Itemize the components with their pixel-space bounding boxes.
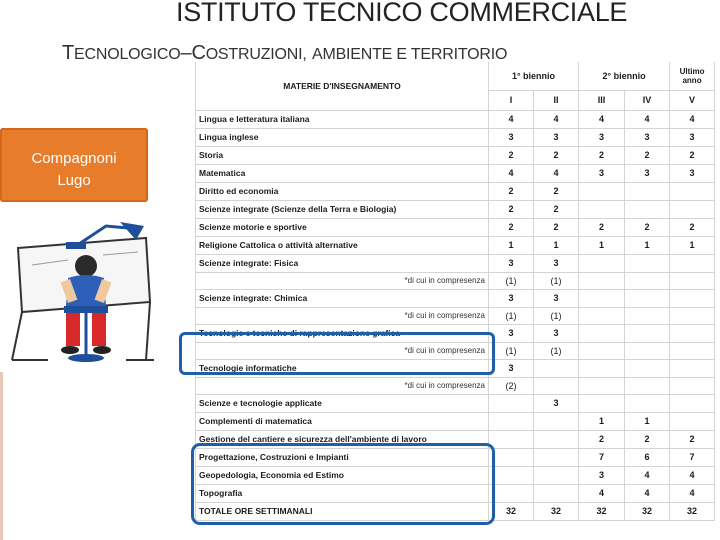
- hours-cell: 1: [625, 236, 670, 254]
- hours-cell: 6: [625, 448, 670, 466]
- hours-cell: [534, 412, 579, 430]
- hours-cell: 3: [625, 128, 670, 146]
- hours-cell: [579, 272, 625, 289]
- ultimo-anno-header: Ultimo anno: [670, 62, 715, 90]
- hours-cell: [579, 182, 625, 200]
- hours-cell: 3: [670, 128, 715, 146]
- hours-cell: [670, 200, 715, 218]
- hours-cell: [579, 324, 625, 342]
- subject-cell: Storia: [196, 146, 489, 164]
- year-header: II: [534, 90, 579, 110]
- hours-cell: 2: [489, 182, 534, 200]
- table-row: [196, 128, 715, 146]
- hours-cell: 4: [670, 484, 715, 502]
- hours-cell: 1: [579, 236, 625, 254]
- table-row: [196, 394, 715, 412]
- hours-cell: 3: [534, 254, 579, 272]
- hours-cell: 32: [670, 502, 715, 520]
- hours-cell: 1: [489, 236, 534, 254]
- hours-cell: [670, 377, 715, 394]
- hours-cell: 2: [534, 182, 579, 200]
- hours-cell: [625, 324, 670, 342]
- hours-cell: [489, 448, 534, 466]
- subject-cell: Tecnologie e tecniche di rappresentazione grafica: [196, 324, 489, 342]
- hours-cell: 4: [534, 110, 579, 128]
- subject-cell: *di cui in compresenza: [196, 272, 489, 289]
- hours-cell: 2: [489, 218, 534, 236]
- hours-cell: [625, 359, 670, 377]
- badge-line: Compagnoni: [31, 150, 117, 167]
- hours-cell: [579, 342, 625, 359]
- subject-cell: Complementi di matematica: [196, 412, 489, 430]
- hours-cell: 3: [489, 128, 534, 146]
- hours-cell: [625, 254, 670, 272]
- hours-cell: 3: [534, 289, 579, 307]
- hours-cell: [670, 254, 715, 272]
- subject-cell: Gestione del cantiere e sicurezza dell'ambiente di lavoro: [196, 430, 489, 448]
- subject-cell: Scienze motorie e sportive: [196, 218, 489, 236]
- year-header: V: [670, 90, 715, 110]
- subject-cell: Diritto ed economia: [196, 182, 489, 200]
- hours-cell: 3: [489, 359, 534, 377]
- hours-cell: 2: [579, 146, 625, 164]
- table-note-row: [196, 377, 715, 394]
- subject-cell: *di cui in compresenza: [196, 342, 489, 359]
- page-title: ISTITUTO TECNICO COMMERCIALE: [176, 0, 628, 27]
- subject-cell: *di cui in compresenza: [196, 377, 489, 394]
- hours-cell: [534, 430, 579, 448]
- decorative-line: [0, 372, 3, 540]
- subject-cell: Lingua e letteratura italiana: [196, 110, 489, 128]
- hours-cell: 7: [670, 448, 715, 466]
- subject-cell: Tecnologie informatiche: [196, 359, 489, 377]
- hours-cell: [670, 342, 715, 359]
- hours-cell: [579, 289, 625, 307]
- hours-cell: 2: [534, 146, 579, 164]
- hours-cell: 1: [625, 412, 670, 430]
- highlight-box-grafica: [179, 332, 495, 375]
- subject-cell: Geopedologia, Economia ed Estimo: [196, 466, 489, 484]
- hours-cell: 4: [489, 164, 534, 182]
- subject-cell: Scienze integrate (Scienze della Terra e Biologia): [196, 200, 489, 218]
- hours-cell: [534, 377, 579, 394]
- subtitle-part: T: [62, 42, 75, 64]
- subject-cell: Scienze integrate: Fisica: [196, 254, 489, 272]
- hours-cell: [670, 182, 715, 200]
- year-header: III: [579, 90, 625, 110]
- hours-cell: [670, 307, 715, 324]
- table-note-row: [196, 307, 715, 324]
- hours-cell: [489, 412, 534, 430]
- hours-cell: 3: [670, 164, 715, 182]
- hours-cell: [489, 484, 534, 502]
- hours-cell: 4: [625, 466, 670, 484]
- hours-cell: [579, 377, 625, 394]
- hours-cell: 4: [579, 484, 625, 502]
- hours-cell: 2: [625, 218, 670, 236]
- hours-cell: 3: [579, 164, 625, 182]
- badge-line: Lugo: [57, 172, 91, 189]
- subject-cell: Scienze e tecnologie applicate: [196, 394, 489, 412]
- hours-cell: (1): [534, 342, 579, 359]
- hours-cell: (1): [534, 307, 579, 324]
- table-row: [196, 146, 715, 164]
- hours-cell: 1: [534, 236, 579, 254]
- hours-cell: [670, 289, 715, 307]
- table-note-row: [196, 272, 715, 289]
- hours-cell: [625, 377, 670, 394]
- hours-cell: [579, 359, 625, 377]
- hours-cell: [625, 182, 670, 200]
- hours-cell: [625, 307, 670, 324]
- hours-cell: [625, 200, 670, 218]
- table-header-row: [196, 62, 715, 90]
- subtitle-part: ECNOLOGICO: [74, 46, 181, 63]
- drafting-student-illustration: [8, 210, 158, 370]
- hours-cell: 4: [625, 484, 670, 502]
- table-row: [196, 289, 715, 307]
- table-row: [196, 412, 715, 430]
- hours-cell: [670, 394, 715, 412]
- hours-cell: [670, 324, 715, 342]
- hours-cell: 2: [670, 218, 715, 236]
- hours-cell: [489, 394, 534, 412]
- hours-cell: 4: [489, 110, 534, 128]
- hours-cell: [534, 466, 579, 484]
- hours-cell: [579, 200, 625, 218]
- hours-cell: 3: [579, 128, 625, 146]
- hours-cell: 4: [670, 110, 715, 128]
- hours-cell: 32: [579, 502, 625, 520]
- subject-cell: TOTALE ORE SETTIMANALI: [196, 502, 489, 520]
- table-row: [196, 218, 715, 236]
- hours-cell: (1): [489, 272, 534, 289]
- subject-cell: Scienze integrate: Chimica: [196, 289, 489, 307]
- subject-cell: Religione Cattolica o attività alternative: [196, 236, 489, 254]
- subtitle-part: –: [180, 42, 192, 64]
- hours-cell: (1): [534, 272, 579, 289]
- hours-cell: [534, 359, 579, 377]
- hours-cell: 32: [489, 502, 534, 520]
- hours-cell: [625, 342, 670, 359]
- hours-cell: 2: [625, 430, 670, 448]
- hours-cell: [534, 484, 579, 502]
- hours-cell: [534, 448, 579, 466]
- subject-cell: Lingua inglese: [196, 128, 489, 146]
- hours-cell: [670, 359, 715, 377]
- subject-cell: Topografia: [196, 484, 489, 502]
- subtitle-part: OSTRUZIONI,: [205, 46, 307, 63]
- hours-cell: 7: [579, 448, 625, 466]
- hours-cell: 4: [625, 110, 670, 128]
- subject-cell: Matematica: [196, 164, 489, 182]
- table-row: [196, 182, 715, 200]
- hours-cell: 2: [489, 146, 534, 164]
- hours-cell: [625, 289, 670, 307]
- hours-cell: 32: [625, 502, 670, 520]
- hours-cell: [670, 272, 715, 289]
- hours-cell: [579, 254, 625, 272]
- table-row: [196, 236, 715, 254]
- hours-cell: 4: [579, 110, 625, 128]
- subtitle-part: C: [191, 42, 206, 64]
- hours-cell: 1: [579, 412, 625, 430]
- subject-cell: *di cui in compresenza: [196, 307, 489, 324]
- hours-cell: (2): [489, 377, 534, 394]
- table-row: [196, 200, 715, 218]
- hours-cell: (1): [489, 307, 534, 324]
- hours-cell: 2: [534, 218, 579, 236]
- hours-cell: 3: [489, 289, 534, 307]
- hours-cell: 2: [670, 146, 715, 164]
- hours-cell: [579, 394, 625, 412]
- biennio1-header: 1° biennio: [489, 62, 579, 90]
- hours-cell: [489, 466, 534, 484]
- hours-cell: 3: [489, 324, 534, 342]
- hours-cell: 1: [670, 236, 715, 254]
- hours-cell: 2: [534, 200, 579, 218]
- hours-cell: 2: [579, 218, 625, 236]
- subjects-header: MATERIE D'INSEGNAMENTO: [196, 62, 489, 110]
- hours-cell: [670, 412, 715, 430]
- hours-cell: (1): [489, 342, 534, 359]
- hours-cell: [489, 430, 534, 448]
- hours-cell: 2: [625, 146, 670, 164]
- table-row: [196, 254, 715, 272]
- biennio2-header: 2° biennio: [579, 62, 670, 90]
- table-row: [196, 164, 715, 182]
- highlight-box-indirizzo: [191, 443, 495, 525]
- subtitle-part: AMBIENTE E TERRITORIO: [311, 46, 508, 63]
- hours-cell: 3: [534, 394, 579, 412]
- hours-cell: 3: [534, 128, 579, 146]
- hours-cell: 2: [489, 200, 534, 218]
- hours-cell: [625, 272, 670, 289]
- year-header: I: [489, 90, 534, 110]
- table-row: [196, 110, 715, 128]
- hours-cell: 4: [670, 466, 715, 484]
- hours-cell: 3: [625, 164, 670, 182]
- hours-cell: 2: [579, 430, 625, 448]
- hours-cell: 3: [534, 324, 579, 342]
- school-badge: [0, 128, 148, 202]
- hours-cell: [625, 394, 670, 412]
- hours-cell: 2: [670, 430, 715, 448]
- year-header: IV: [625, 90, 670, 110]
- subject-cell: Progettazione, Costruzioni e Impianti: [196, 448, 489, 466]
- hours-cell: 32: [534, 502, 579, 520]
- hours-cell: 3: [489, 254, 534, 272]
- hours-cell: [579, 307, 625, 324]
- hours-cell: 3: [579, 466, 625, 484]
- hours-cell: 4: [534, 164, 579, 182]
